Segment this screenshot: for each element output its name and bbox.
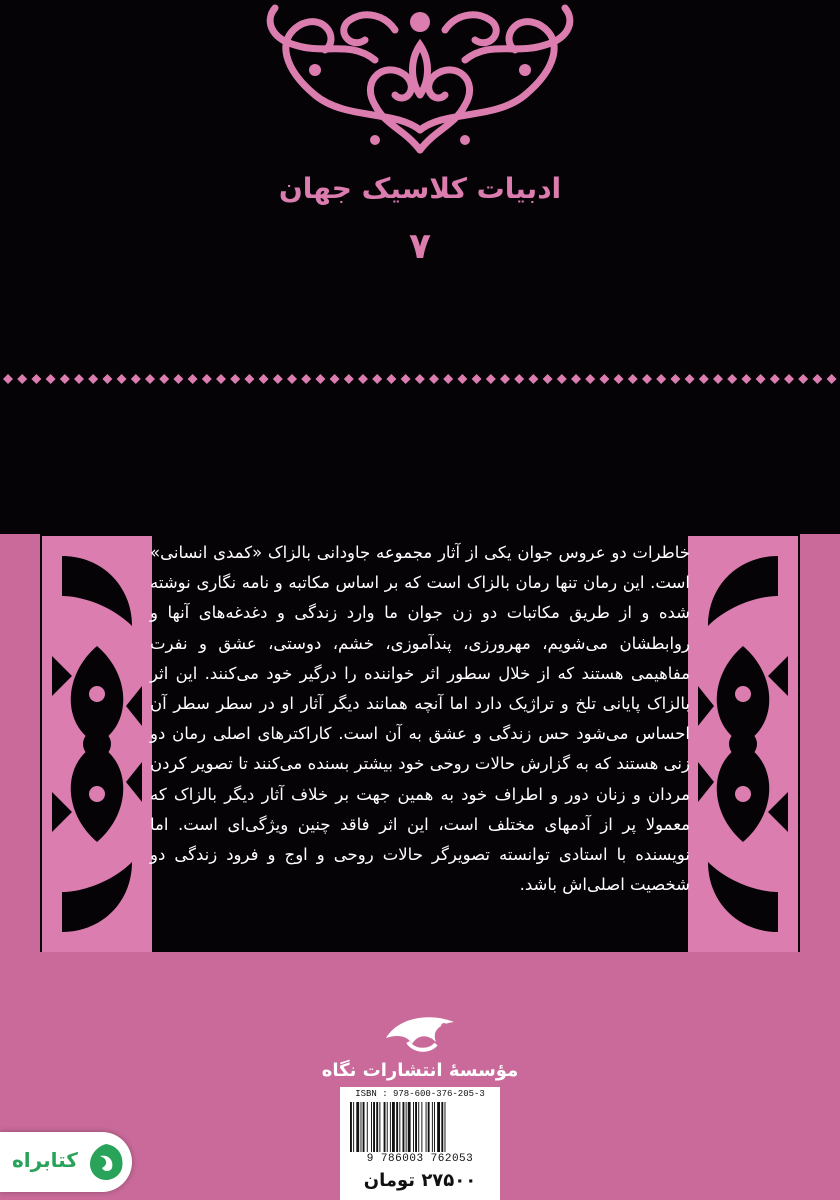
barcode-bar <box>408 1102 411 1152</box>
publisher-name: مؤسسهٔ انتشارات نگاه <box>321 1060 519 1081</box>
diamond-mark <box>117 374 127 384</box>
top-ornament <box>255 0 585 160</box>
diamond-mark <box>628 374 638 384</box>
diamond-mark <box>3 374 13 384</box>
diamond-mark <box>713 374 723 384</box>
diamond-mark <box>60 374 70 384</box>
diamond-mark <box>230 374 240 384</box>
barcode-bar <box>367 1102 368 1152</box>
barcode-bar <box>353 1102 354 1152</box>
diamond-mark <box>784 374 794 384</box>
diamond-mark <box>344 374 354 384</box>
barcode-bar <box>350 1102 352 1152</box>
diamond-mark <box>812 374 822 384</box>
diamond-mark <box>543 374 553 384</box>
diamond-mark <box>500 374 510 384</box>
diamond-mark <box>415 374 425 384</box>
diamond-mark <box>17 374 27 384</box>
isbn-label: ISBN : 978-600-376-205-3 <box>355 1089 485 1099</box>
diamond-mark <box>670 374 680 384</box>
diamond-mark <box>301 374 311 384</box>
barcode-bar <box>361 1102 362 1152</box>
diamond-mark <box>273 374 283 384</box>
barcode-bar <box>428 1102 430 1152</box>
diamond-mark <box>486 374 496 384</box>
ketabrah-watermark[interactable] <box>0 1132 132 1192</box>
diamond-mark <box>202 374 212 384</box>
diamond-mark <box>31 374 41 384</box>
diamond-mark <box>599 374 609 384</box>
barcode-bar <box>356 1102 359 1152</box>
diamond-mark <box>472 374 482 384</box>
barcode-bar <box>426 1102 427 1152</box>
diamond-mark <box>756 374 766 384</box>
book-description: خاطرات دو عروس جوان یکی از آثار مجموعه جاودانی بالزاک «کمدی انسانی» است. این رمان تنها رمان بالزاک است که بر اساس مکاتبه و نامه نگاری نوشته شده و از طریق مکاتبات دو زن جوان ما وارد زندگی و دغدغه‌های آنها و روابطشان می‌شویم، مهرورزی، پندآموزی، خشم، دوستی، عشق و نفرت مفاهیمی هستند که از خلال سطور اثر خواننده را درگیر خود می‌کنند. این اثر بالزاک پایانی تلخ و تراژیک دارد اما آنچه همانند دیگر آثار او در سطر سطر آن احساس می‌شود حس زندگی و عشق به آن است. کاراکترهای اصلی رمان دو زنی هستند که به گزارش حالات روحی خود بیشتر بسنده می‌کنند تا تصویر کردن مردان و زنان دور و اطراف خود به همین جهت بر خلاف آثار دیگر بالزاک که معمولا پر از آدمهای مختلف است، این اثر فاقد چنین ویژگی‌ای است. اما نویسنده با استادی توانسته تصویرگر حالات روحی و اوج و فرود زندگی دو شخصیت اصلی‌اش باشد. <box>150 543 690 895</box>
barcode-bar <box>406 1102 407 1152</box>
diamond-mark <box>827 374 837 384</box>
ketabrah-leaf-icon <box>86 1142 126 1182</box>
diamond-mark <box>74 374 84 384</box>
diamond-mark <box>770 374 780 384</box>
diamond-divider-top <box>0 373 840 385</box>
barcode-bar <box>413 1102 414 1152</box>
barcode-bar <box>379 1102 380 1152</box>
diamond-mark <box>173 374 183 384</box>
barcode <box>348 1102 492 1152</box>
diamond-mark <box>131 374 141 384</box>
diamond-mark <box>287 374 297 384</box>
diamond-mark <box>685 374 695 384</box>
barcode-bar <box>434 1102 435 1152</box>
left-ornament <box>42 536 152 952</box>
barcode-bar <box>392 1102 395 1152</box>
diamond-mark <box>358 374 368 384</box>
diamond-mark <box>699 374 709 384</box>
barcode-bar <box>437 1102 440 1152</box>
barcode-bar <box>399 1102 400 1152</box>
barcode-bar <box>363 1102 365 1152</box>
barcode-bar <box>396 1102 398 1152</box>
series-title: ادبیات کلاسیک جهان <box>278 172 562 205</box>
diamond-mark <box>443 374 453 384</box>
barcode-bar <box>373 1102 375 1152</box>
diamond-mark <box>514 374 524 384</box>
ketabrah-text: کتابراه <box>12 1148 78 1172</box>
price: ۲۷۵۰۰ تومان <box>363 1170 477 1191</box>
diamond-mark <box>102 374 112 384</box>
series-number: ۷ <box>409 226 431 267</box>
diamond-mark <box>557 374 567 384</box>
diamond-mark <box>315 374 325 384</box>
diamond-mark <box>614 374 624 384</box>
diamond-mark <box>372 374 382 384</box>
diamond-mark <box>159 374 169 384</box>
diamond-mark <box>727 374 737 384</box>
diamond-mark <box>330 374 340 384</box>
diamond-mark <box>401 374 411 384</box>
diamond-mark <box>642 374 652 384</box>
barcode-digits: 9 786003 762053 <box>366 1153 474 1165</box>
barcode-box <box>340 1087 500 1200</box>
diamond-mark <box>259 374 269 384</box>
diamond-mark <box>457 374 467 384</box>
barcode-bar <box>371 1102 372 1152</box>
barcode-bar <box>390 1102 391 1152</box>
barcode-bar <box>441 1102 443 1152</box>
barcode-bar <box>387 1102 388 1152</box>
barcode-bar <box>403 1102 405 1152</box>
barcode-bar <box>432 1102 433 1152</box>
diamond-mark <box>741 374 751 384</box>
diamond-mark <box>798 374 808 384</box>
diamond-mark <box>571 374 581 384</box>
negah-bird-logo-icon <box>378 1008 462 1056</box>
right-ornament <box>688 536 798 952</box>
diamond-mark <box>244 374 254 384</box>
diamond-mark <box>585 374 595 384</box>
barcode-bar <box>445 1102 446 1152</box>
diamond-mark <box>386 374 396 384</box>
barcode-bar <box>421 1102 422 1152</box>
diamond-mark <box>88 374 98 384</box>
diamond-mark <box>528 374 538 384</box>
diamond-mark <box>46 374 56 384</box>
diamond-mark <box>145 374 155 384</box>
barcode-bar <box>376 1102 378 1152</box>
barcode-bar <box>384 1102 386 1152</box>
barcode-bar <box>418 1102 419 1152</box>
diamond-mark <box>188 374 198 384</box>
diamond-mark <box>216 374 226 384</box>
barcode-bar <box>415 1102 417 1152</box>
diamond-mark <box>429 374 439 384</box>
diamond-mark <box>656 374 666 384</box>
